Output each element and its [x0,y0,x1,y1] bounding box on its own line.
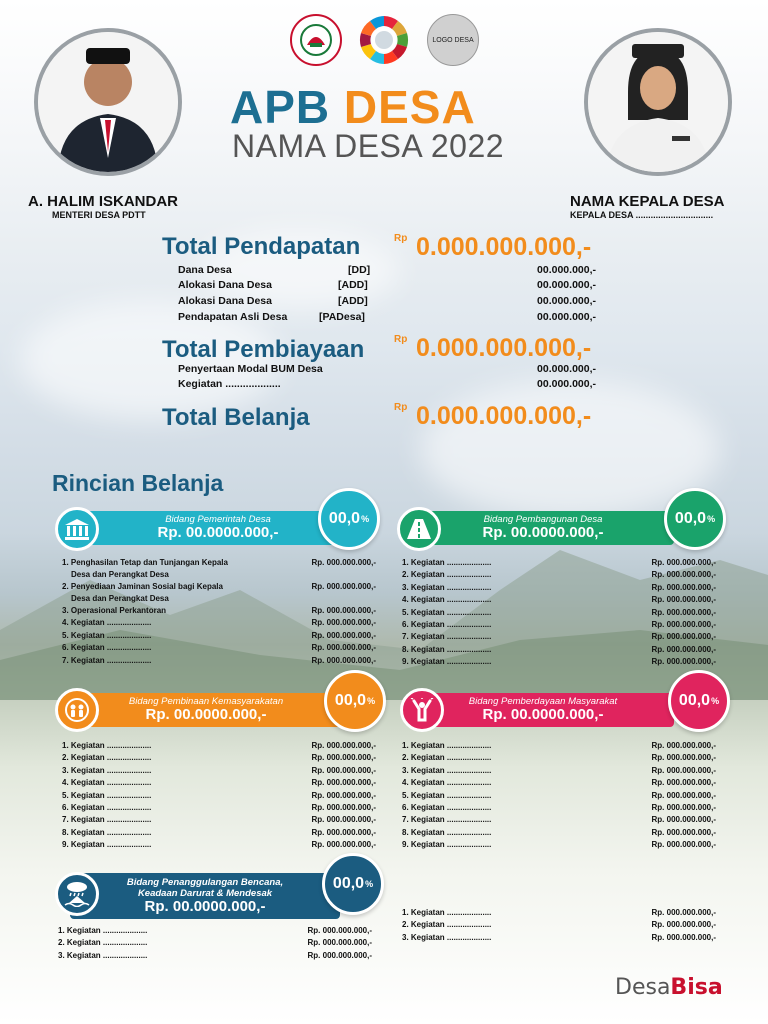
list-item: 4. Kegiatan .................... Rp. 000.000.000,- [62,618,376,628]
list-item: 2. Kegiatan .................... Rp. 000.000.000,- [62,753,376,763]
list-item: 1. Kegiatan .................... Rp. 000.000.000,- [402,558,716,567]
bidang-amount: Rp. 00.0000.000,- [482,524,604,541]
list-item: 1. Kegiatan .................... Rp. 000.000.000,- [62,741,376,750]
list-item: 2. Kegiatan .................... Rp. 000.000.000,- [58,938,372,948]
bidang-bencana-items [58,925,372,962]
kemendesa-logo [290,14,342,66]
rp-prefix: Rp [394,334,408,345]
total-pembiayaan-value: 0.000.000.000,- [416,334,592,362]
bidang-bencana-bar [70,873,340,919]
bidang-name: Bidang Pemberdayaan Masyarakat [468,696,618,707]
list-item: 6. Kegiatan .................... Rp. 000.000.000,- [402,802,716,812]
list-item: 1. Kegiatan .................... Rp. 000.000.000,- [58,926,372,935]
empowered-person-icon [400,688,444,732]
list-item: 4. Kegiatan .................... Rp. 000.000.000,- [62,778,376,788]
bidang-pembangunan-bar [412,511,674,545]
list-item: 7. Kegiatan .................... Rp. 000.000.000,- [402,815,716,825]
road-icon [397,507,441,551]
list-item: 6. Kegiatan .................... Rp. 000.000.000,- [402,619,716,629]
list-item: 5. Kegiatan .................... Rp. 000.000.000,- [402,607,716,617]
list-item: 5. Kegiatan .................... Rp. 000.000.000,- [62,630,376,640]
list-item: 1. Penghasilan Tetap dan Tunjangan Kepala Rp. 000.000.000,- [62,558,376,567]
lainnya-items [402,907,716,944]
pendapatan-item: Alokasi Dana Desa [ADD] 00.000.000,- [178,279,596,291]
logo-desa-placeholder [427,14,479,66]
logo-desa-label: LOGO DESA [432,36,474,44]
bidang-name: Bidang Pembangunan Desa [483,514,603,525]
pendapatan-item: Dana Desa [DD] 00.000.000,- [178,264,596,276]
bidang-pembangunan-items [402,557,716,669]
list-item: 7. Kegiatan .................... Rp. 000.000.000,- [62,815,376,825]
kepala-desa-name: NAMA KEPALA DESA [570,193,725,210]
kepala-desa-role: KEPALA DESA ............................... [570,210,714,220]
list-item: 3. Kegiatan .................... Rp. 000.000.000,- [402,582,716,592]
bidang-percentage: 00,0 % [322,853,384,915]
bidang-amount: Rp. 00.0000.000,- [144,898,266,915]
total-pembiayaan-label: Total Pembiayaan [162,336,365,363]
bidang-amount: Rp. 00.0000.000,- [145,706,267,723]
list-item: 2. Kegiatan .................... Rp. 000.000.000,- [402,753,716,763]
list-item: 8. Kegiatan .................... Rp. 000.000.000,- [62,827,376,837]
list-item: 3. Kegiatan .................... Rp. 000.000.000,- [62,765,376,775]
list-item: 5. Kegiatan .................... Rp. 000.000.000,- [402,790,716,800]
total-belanja-value: 0.000.000.000,- [416,402,592,430]
list-item: 2. Kegiatan .................... Rp. 000.000.000,- [402,570,716,580]
list-item: 6. Kegiatan .................... Rp. 000.000.000,- [62,802,376,812]
total-belanja-label: Total Belanja [162,404,310,431]
total-pendapatan-label: Total Pendapatan [162,233,361,260]
minister-role: MENTERI DESA PDTT [52,210,146,220]
rp-prefix: Rp [394,402,408,413]
kepala-desa-photo [584,28,732,176]
list-item: 2. Penyediaan Jaminan Sosial bagi Kepala Rp. 000.000.000,- [62,582,376,591]
bidang-percentage: 00,0 % [664,488,726,550]
list-item: 1. Kegiatan .................... Rp. 000.000.000,- [402,908,716,917]
bidang-pembinaan-bar [70,693,342,727]
bidang-percentage: 00,0 % [318,488,380,550]
bidang-name: Bidang Pembinaan Kemasyarakatan [128,696,284,707]
list-item: 2. Kegiatan .................... Rp. 000.000.000,- [402,920,716,930]
total-pendapatan-value: 0.000.000.000,- [416,233,592,261]
bidang-amount: Rp. 00.0000.000,- [157,524,279,541]
bidang-name: Bidang Pemerintah Desa [165,514,271,525]
list-item: 9. Kegiatan .................... Rp. 000.000.000,- [402,657,716,667]
minister-photo [34,28,182,176]
bidang-name-line2: Keadaan Darurat & Mendesak [137,888,273,899]
list-item: 1. Kegiatan .................... Rp. 000.000.000,- [402,741,716,750]
disaster-flood-icon [55,872,99,916]
page-subtitle: NAMA DESA 2022 [232,128,505,164]
pembiayaan-item: Penyertaan Modal BUM Desa 00.000.000,- [178,363,596,375]
list-item: 5. Kegiatan .................... Rp. 000.000.000,- [62,790,376,800]
list-item: 3. Kegiatan .................... Rp. 000.000.000,- [402,765,716,775]
community-people-icon [55,688,99,732]
minister-name: A. HALIM ISKANDAR [28,193,178,210]
list-item-continued: Desa dan Perangkat Desa [71,570,169,579]
desabisa-logo: DesaBisa [615,975,723,1000]
pendapatan-item: Alokasi Dana Desa [ADD] 00.000.000,- [178,295,596,307]
bidang-pemberdayaan-bar [412,693,674,727]
bidang-pembinaan-items [62,740,376,852]
list-item: 4. Kegiatan .................... Rp. 000.000.000,- [402,595,716,605]
rp-prefix: Rp [394,233,408,244]
rincian-belanja-title: Rincian Belanja [52,470,224,496]
pembiayaan-item: Kegiatan ................... 00.000.000,- [178,378,596,390]
pendapatan-item: Pendapatan Asli Desa [PADesa] 00.000.000,- [178,311,596,323]
list-item: 9. Kegiatan .................... Rp. 000.000.000,- [62,840,376,850]
page-title: APB DESA [230,81,476,133]
bidang-percentage: 00,0 % [324,670,386,732]
list-item: 6. Kegiatan .................... Rp. 000.000.000,- [62,643,376,653]
bidang-percentage: 00,0 % [668,670,730,732]
government-building-icon [55,507,99,551]
bidang-amount: Rp. 00.0000.000,- [482,706,604,723]
list-item: 4. Kegiatan .................... Rp. 000.000.000,- [402,778,716,788]
list-item: 8. Kegiatan .................... Rp. 000.000.000,- [402,827,716,837]
bidang-pemberdayaan-items [402,740,716,852]
list-item: 9. Kegiatan .................... Rp. 000.000.000,- [402,840,716,850]
list-item: 7. Kegiatan .................... Rp. 000.000.000,- [402,632,716,642]
sdgs-logo [358,14,410,66]
list-item: 7. Kegiatan .................... Rp. 000.000.000,- [62,655,376,665]
bidang-name: Bidang Penanggulangan Bencana, [126,877,284,888]
list-item: 3. Kegiatan .................... Rp. 000.000.000,- [58,950,372,960]
list-item: 8. Kegiatan .................... Rp. 000.000.000,- [402,644,716,654]
list-item: 3. Operasional Perkantoran Rp. 000.000.000,- [62,606,376,615]
list-item-continued: Desa dan Perangkat Desa [71,594,169,603]
list-item: 3. Kegiatan .................... Rp. 000.000.000,- [402,932,716,942]
bidang-pemerintah-items [62,557,376,667]
